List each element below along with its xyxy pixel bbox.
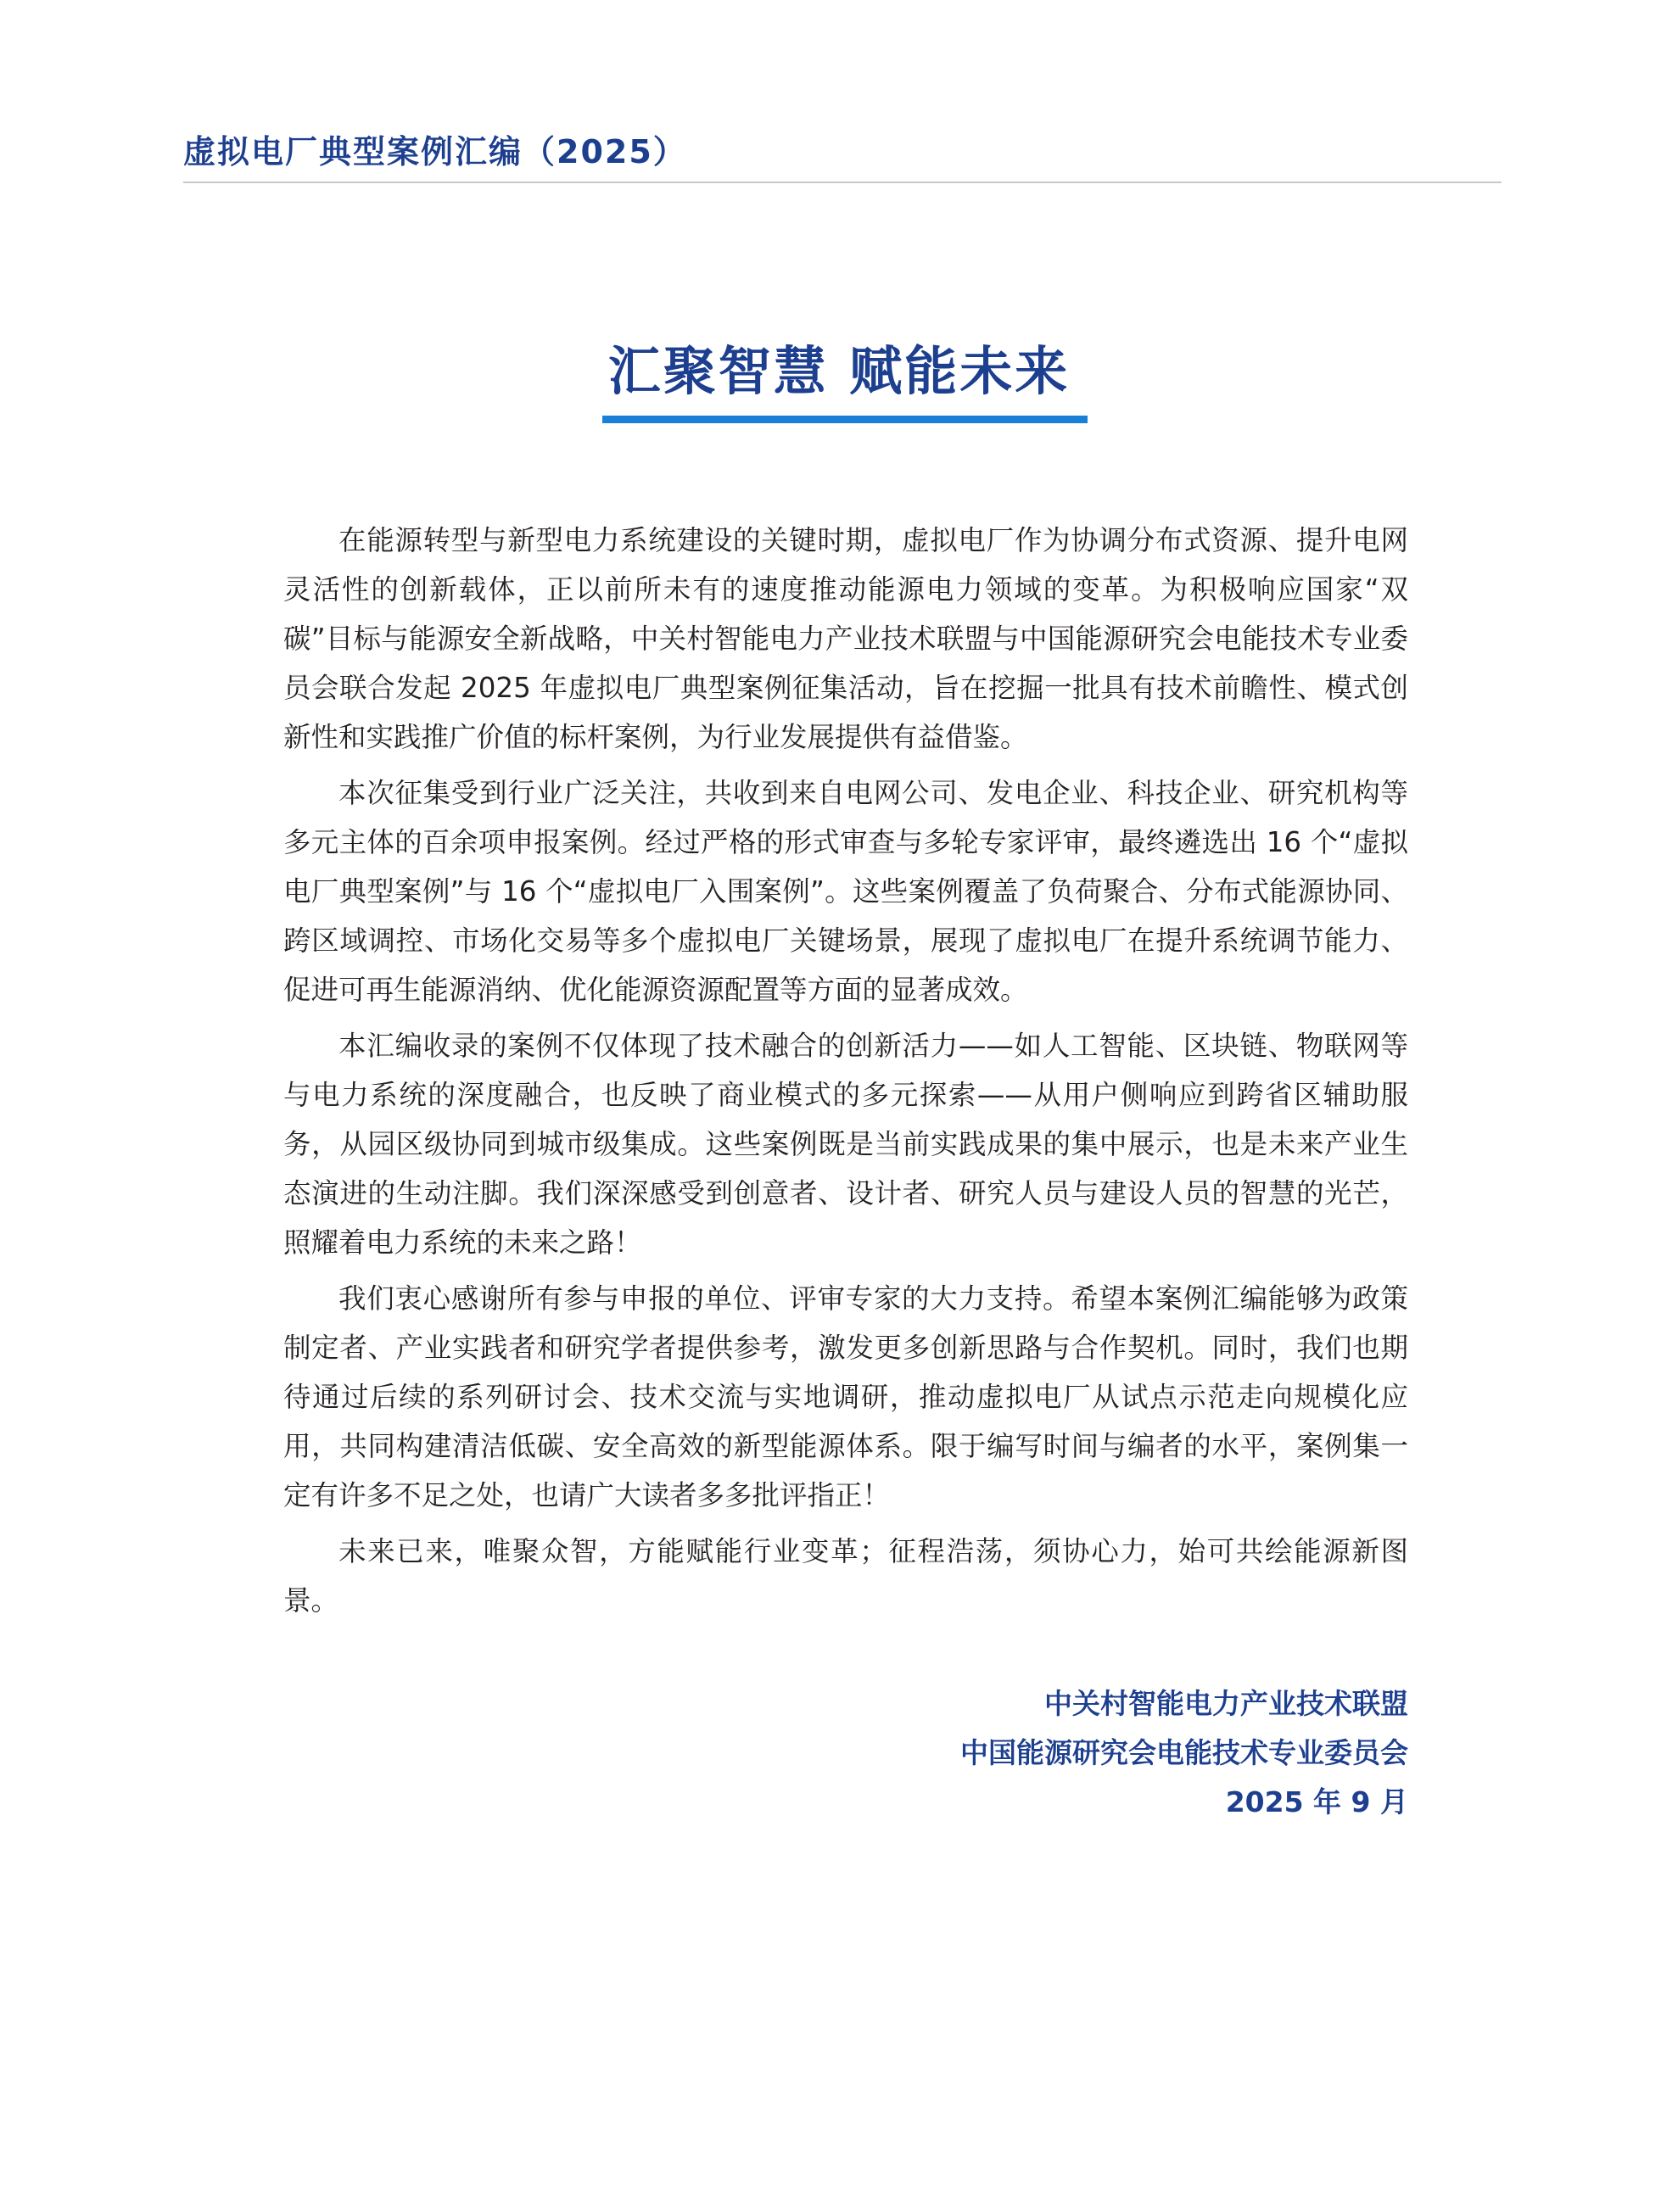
signature-block <box>960 1679 1408 1827</box>
paragraph-3: 本汇编收录的案例不仅体现了技术融合的创新活力——如人工智能、区块链、物联网等与电力系统的深度融合，也反映了商业模式的多元探索——从用户侧响应到跨省区辅助服务，从园区级协同到城市级集成。这些案例既是当前实践成果的集中展示，也是未来产业生态演进的生动注脚。我们深深感受到创意者、设计者、研究人员与建设人员的智慧的光芒，照耀着电力系统的未来之路！ <box>283 1030 1408 1259</box>
paragraph-5: 未来已来，唯聚众智，方能赋能行业变革；征程浩荡，须协心力，始可共绘能源新图景。 <box>283 1535 1408 1617</box>
title-underline <box>602 416 1088 423</box>
paragraph-4: 我们衷心感谢所有参与申报的单位、评审专家的大力支持。希望本案例汇编能够为政策制定者、产业实践者和研究学者提供参考，激发更多创新思路与合作契机。同时，我们也期待通过后续的系列研讨会、技术交流与实地调研，推动虚拟电厂从试点示范走向规模化应用，共同构建清洁低碳、安全高效的新型能源体系。限于编写时间与编者的水平，案例集一定有许多不足之处，也请广大读者多多批评指正！ <box>283 1282 1408 1511</box>
signature-date: 2025 年 9 月 <box>1225 1785 1408 1818</box>
header-divider <box>183 182 1502 183</box>
body-text <box>283 516 1408 1632</box>
signature-org-1: 中关村智能电力产业技术联盟 <box>1044 1687 1408 1720</box>
page-title: 汇聚智慧 赋能未来 <box>607 340 1071 402</box>
paragraph-1: 在能源转型与新型电力系统建设的关键时期，虚拟电厂作为协调分布式资源、提升电网灵活性的创新载体，正以前所未有的速度推动能源电力领域的变革。为积极响应国家“双碳”目标与能源安全新战略，中关村智能电力产业技术联盟与中国能源研究会电能技术专业委员会联合发起 2025 年虚拟电厂典型案例征集活动，旨在挖掘一批具有技术前瞻性、模式创新性和实践推广价值的标杆案例，为行业发展提供有益借鉴。 <box>283 524 1408 753</box>
running-header-title: 虚拟电厂典型案例汇编（2025） <box>183 133 687 170</box>
paragraph-2: 本次征集受到行业广泛关注，共收到来自电网公司、发电企业、科技企业、研究机构等多元主体的百余项申报案例。经过严格的形式审查与多轮专家评审，最终遴选出 16 个“虚拟电厂典型案例”与 16 个“虚拟电厂入围案例”。这些案例覆盖了负荷聚合、分布式能源协同、跨区域调控、市场化交易等多个虚拟电厂关键场景，展现了虚拟电厂在提升系统调节能力、促进可再生能源消纳、优化能源资源配置等方面的显著成效。 <box>283 777 1408 1006</box>
signature-org-2: 中国能源研究会电能技术专业委员会 <box>960 1736 1408 1769</box>
